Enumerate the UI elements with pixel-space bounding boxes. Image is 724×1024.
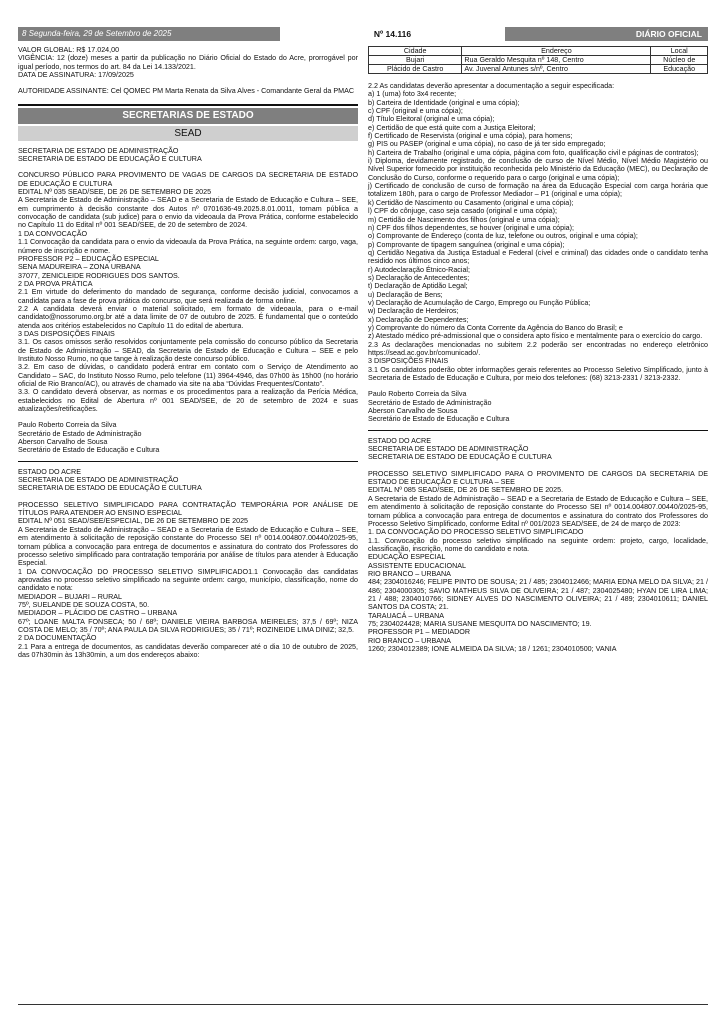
table-row (369, 56, 708, 65)
signing-authority: AUTORIDADE ASSINANTE: Cel QOMEC PM Marta Renata da Silva Alves - Comandante Geral da PMAC (18, 87, 354, 96)
header-date: 8 Segunda-feira, 29 de Setembro de 2025 (18, 27, 280, 41)
right-column (368, 46, 708, 653)
table-header-cell: Local (651, 47, 708, 56)
table-cell: Núcleo de (651, 56, 708, 65)
table-cell: Plácido de Castro (369, 65, 462, 74)
table-row (369, 65, 708, 74)
header-issue-number: Nº 14.116 (280, 27, 505, 41)
signatures: Paulo Roberto Correia da Silva Secretário de Estado de Administração Aberson Carvalho de Sousa Secretário de Estado de Educação e Cultura (18, 421, 160, 455)
edital-085-body: PROCESSO SELETIVO SIMPLIFICADO PARA O PROVIMENTO DE CARGOS DA SECRETARIA DE ESTADO DE EDUCAÇÃO E CULTURA – SEE EDITAL Nº 085 SEAD/SEE, DE 26 DE SETEMBRO DE 2025. A Secretaria de Estado de Administração – SEAD e a Secretaria de Estado de Educação e Cultura – SEE, em atendimento à solicitação de reposição constante do Processo SEI nº 0014.004807.00440/2025-95, tornam pública a convocação para entrega de documentos e assinatura do contrato dos Professores do Processo Seletivo Simplificado, conforme Edital nº 001/2023 SEAD/SEE, de 24 de março de 2023: 1. DA CONVOCAÇÃO DO PROCESSO SELETIVO SIMPLIFICADO 1.1. Convocação do processo seletivo simplificado na seguinte ordem: projeto, cargo, localidade, classificação, inscrição, nome do candidato e nota. EDUCAÇÃO ESPECIAL ASSISTENTE EDUCACIONAL RIO BRANCO – URBANA 484; 2304016246; FELIPE PINTO DE SOUSA; 21 / 485; 2304012466; MARIA EDNA MELO DA SILVA; 21 / 486; 2304000305; SAVIO MATHEUS SILVA DE OLIVEIRA; 21 / 487; 2304025480; HYAN DE LIRA LIMA; 21 / 488; 2304010766; SIDNEY ALVES DO NASCIMENTO OLIVEIRA; 21 / 489; 2304010611; DANIEL SANTOS DA COSTA; 21. TARAUACÁ – URBANA 75; 2304024428; MARIA SUSANE MESQUITA DO NASCIMENTO; 19. PROFESSOR P1 – MEDIADOR RIO BRANCO – URBANA 1260; 2304012389; IONE ALMEIDA DA SILVA; 18 / 1261; 2304010500; VANIA (368, 469, 708, 653)
issuing-bodies: ESTADO DO ACRE SECRETARIA DE ESTADO DE ADMINISTRAÇÃO SECRETARIA DE ESTADO DE EDUCAÇÃO E CULTURA (368, 436, 552, 462)
edital-035-body: CONCURSO PÚBLICO PARA PROVIMENTO DE VAGAS DE CARGOS DA SECRETARIA DE ESTADO DE EDUCAÇÃO E CULTURA EDITAL Nº 035 SEAD/SEE, DE 26 DE SETEMBRO DE 2025 A Secretaria de Estado de Administração – SEAD e a Secretaria de Estado de Educação e Cultura – SEE, em cumprimento à decisão constante dos Autos nº 0701636-49.2025.8.01.0011, tornam pública a convocação de candidata (sub judice) para o envio da videoaula da Prova Prática, conforme estabelecido no Capítulo 11 do Edital nº 001 SEAD/SEE, de 20 de setembro de 2024. 1 DA CONVOCAÇÃO 1.1 Convocação da candidata para o envio da videoaula da Prova Prática, na seguinte ordem: cargo, vaga, número de inscrição e nome. PROFESSOR P2 – EDUCAÇÃO ESPECIAL SENA MADUREIRA – ZONA URBANA 37077, ZENICLEIDE RODRIGUES DOS SANTOS. 2 DA PROVA PRÁTICA 2.1 Em virtude do deferimento do mandado de segurança, conforme decisão judicial, convocamos a candidata para a fase de prova prática do concurso, que será realizada de forma online. 2.2 A candidata deverá enviar o material solicitado, em formato de videoaula, para o e-mail candidato@nossorumo.org.br até a data limite de 07 de outubro de 2025. É fundamental que o conteúdo atenda aos critérios estabelecidos no Capítulo 11 do edital de abertura. 3 DAS DISPOSIÇÕES FINAIS 3.1. Os casos omissos serão resolvidos conjuntamente pela comissão do concurso público da Secretaria de Estado de Administração – SEAD, da Secretaria de Estado de Educação e Cultura – SEE e pelo Instituto Nosso Rumo, no que tange à realização deste concurso público. 3.2. Em caso de dúvidas, o candidato poderá entrar em contato com o Serviço de Atendimento ao Candidato – SAC, do Instituto Nosso Rumo, pelo telefone (11) 3964-4946, das 07h00 às 15h00 (no horário oficial de Rio Branco/AC), ou através de chamado via site na aba “Dúvidas Frequentes/Contato”. 3.3. O candidato deverá observar, as normas e os procedimentos para a realização da Perícia Médica, estabelecidos no Edital de Abertura nº 001 SEAD/SEE, de 20 de setembro de 2024 e suas atualizações/retificações. (18, 171, 358, 414)
subsection-band: SEAD (18, 126, 358, 141)
signatures: Paulo Roberto Correia da Silva Secretário de Estado de Administração Aberson Carvalho de Sousa Secretário de Estado de Educação e Cultura (368, 390, 510, 424)
table-header-row (369, 47, 708, 56)
table-cell: Av. Juvenal Antunes s/nº, Centro (462, 65, 651, 74)
issuing-bodies: ESTADO DO ACRE SECRETARIA DE ESTADO DE ADMINISTRAÇÃO SECRETARIA DE ESTADO DE EDUCAÇÃO E CULTURA (18, 467, 202, 493)
page-header (18, 27, 708, 41)
contract-summary: VALOR GLOBAL: R$ 17.024,00 VIGÊNCIA: 12 (doze) meses a partir da publicação no Diário Oficial do Estado do Acre, prorrogável por igual período, nos termos do art. 84 da Lei 14.133/2021. DATA DE ASSINATURA: 17/09/2025 (18, 46, 358, 80)
edital-051-body: PROCESSO SELETIVO SIMPLIFICADO PARA CONTRATAÇÃO TEMPORÁRIA POR ANÁLISE DE TÍTULOS PARA ATENDER AO ENSINO ESPECIAL EDITAL Nº 051 SEAD/SEE/ESPECIAL, DE 26 DE SETEMBRO DE 2025 A Secretaria de Estado de Administração – SEAD e a Secretaria de Estado de Educação e Cultura – SEE, em atendimento à solicitação de reposição constante do Processo SEI nº 0014.004807.00440/2025-95, tornam pública a convocação para entrega de documentos e assinatura do contrato dos Professores do processo seletivo simplificado para contratação temporária por análise de títulos para atender à Educação Especial. 1 DA CONVOCAÇÃO DO PROCESSO SELETIVO SIMPLIFICADO1.1 Convocação das candidatas aprovadas no processo seletivo simplificado na seguinte ordem: cargo, município, classificação, nome do candidato e nota: MEDIADOR – BUJARI – RURAL 75º, SUELANDE DE SOUZA COSTA, 50. MEDIADOR – PLÁCIDO DE CASTRO – URBANA 67º; LOANE MALTA FONSECA; 50 / 68º; DANIELE VIEIRA BARBOSA MEIRELES; 37,5 / 69º; NIZA COSTA DE MELO; 35 / 70º; ANA PAULA DA SILVA RODRIGUES; 35 / 71º; ROZINEIDE LIMA DINIZ; 32,5. 2 DA DOCUMENTAÇÃO 2.1 Para a entrega de documentos, as candidatas deverão comparecer até o dia 10 de outubro de 2025, das 07h30min às 13h30min, a um dos endereços abaixo: (18, 500, 358, 659)
address-table (368, 46, 708, 74)
table-cell: Bujari (369, 56, 462, 65)
left-column (18, 46, 358, 659)
table-header-cell: Cidade (369, 47, 462, 56)
issuing-bodies: SECRETARIA DE ESTADO DE ADMINISTRAÇÃO SECRETARIA DE ESTADO DE EDUCAÇÃO E CULTURA (18, 146, 202, 164)
table-header-cell: Endereço (462, 47, 651, 56)
documentation-list: 2.2 As candidatas deverão apresentar a documentação a seguir especificada: a) 1 (uma) foto 3x4 recente; b) Carteira de Identidade (original e uma cópia); c) CPF (original e uma cópia); d) Título Eleitoral (original e uma cópia); e) Certidão de que está quite com a Justiça Eleitoral; f) Certificado de Reservista (original e uma cópia), para homens; g) PIS ou PASEP (original e uma cópia), no caso de já ter sido empregado; h) Carteira de Trabalho (original e uma cópia, página com foto, qualificação civil e páginas de contratos); i) Diploma, devidamente registrado, de conclusão de curso de Nível Médio, Nível Médio Magistério ou Nível Superior fornecido por instituição reconhecida pelo Ministério da Educação (MEC), ou Declaração de Conclusão do Curso, conforme o requerido para o cargo (original e uma cópia); j) Certificado de conclusão de curso de formação na área da Educação Especial com carga horária que totalizem 180h, para o cargo de Professor Mediador – P1 (original e uma cópia); k) Certidão de Nascimento ou Casamento (original e uma cópia); l) CPF do cônjuge, caso seja casado (original e uma cópia); m) Certidão de Nascimento dos filhos (original e uma cópia); n) CPF dos filhos dependentes, se houver (original e uma cópia); o) Comprovante de Endereço (conta de luz, telefone ou outros, original e uma cópia); p) Comprovante de tipagem sanguínea (original e uma cópia); q) Certidão Negativa da Justiça Estadual e Federal (cível e criminal) das cidades onde o candidato tenha residido nos últimos cinco anos; r) Autodeclaração Étnico-Racial; s) Declaração de Antecedentes; t) Declaração de Aptidão Legal; u) Declaração de Bens; v) Declaração de Acumulação de Cargo, Emprego ou Função Pública; w) Declaração de Herdeiros; x) Declaração de Dependentes; y) Comprovante do número da Conta Corrente da Agência do Banco do Brasil; e z) Atestado médico pré-admissional que o considera apto físico e mentalmente para o exercício do cargo. 2.3 As declarações mencionadas no subitem 2.2 poderão ser encontradas no endereço eletrônico https://sead.ac.gov.br/comunicado/. 3 DISPOSIÇÕES FINAIS 3.1 Os candidatos poderão obter informações gerais referentes ao Processo Seletivo Simplificado, junto à Secretaria de Estado de Educação e Cultura, por meio dos telefones: (68) 3213-2331 / 3213-2332. (368, 82, 708, 383)
table-cell: Rua Geraldo Mesquita nº 148, Centro (462, 56, 651, 65)
header-publication-title: DIÁRIO OFICIAL (505, 27, 708, 41)
page-bottom-rule (18, 1004, 708, 1005)
section-band: SECRETARIAS DE ESTADO (18, 108, 358, 124)
table-cell: Educação (651, 65, 708, 74)
